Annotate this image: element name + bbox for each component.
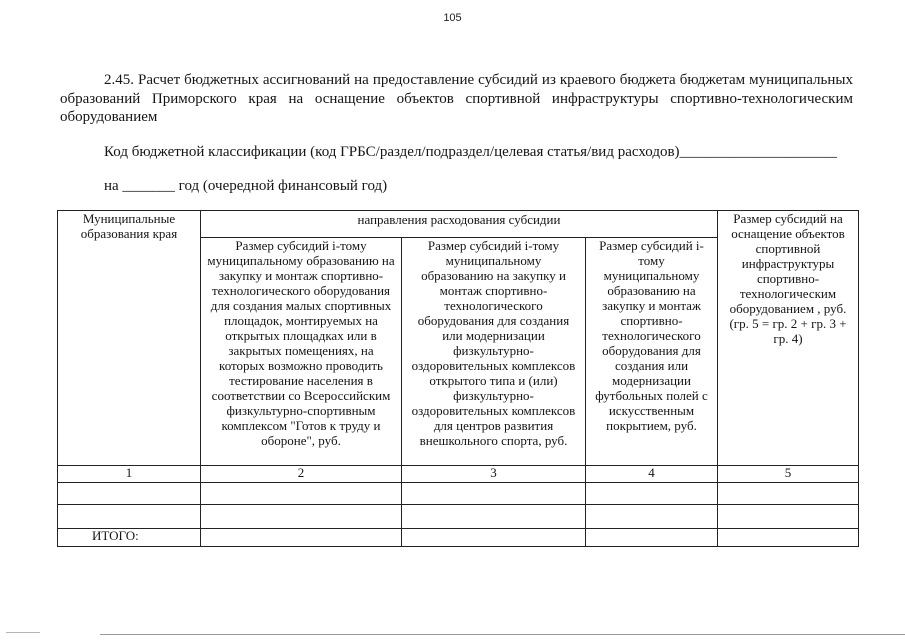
table-header-row: [58, 211, 859, 238]
table-cell: [718, 505, 859, 529]
header-total-subsidy-size: Размер субсидий на оснащение объектов спортивной инфраструктуры спортивно-технологическим оборудованием , руб. (гр. 5 = гр. 2 + гр. 3 + гр. 4): [718, 211, 859, 466]
header-expenditure-directions: направления расходования субсидии: [201, 211, 718, 238]
table-cell: [58, 483, 201, 505]
table-cell: [718, 529, 859, 547]
total-label: ИТОГО:: [58, 529, 201, 547]
subheader-small-sports-grounds: Размер субсидий i-тому муниципальному образованию на закупку и монтаж спортивно-технологического оборудования для создания малых спортивных площадок, монтируемых на открытых площадках или в закрытых помещениях, на которых возможно проводить тестирование населения в соответствии со Всероссийским физкультурно-спортивным комплексом "Готов к труду и обороне", руб.: [201, 238, 402, 466]
page-number: 105: [443, 12, 462, 24]
scan-artifact-line: [100, 634, 905, 635]
subheader-football-fields: Размер субсидий i-тому муниципальному образованию на закупку и монтаж спортивно-технологического оборудования для создания или модернизации футбольных полей с искусственным покрытием, руб.: [586, 238, 718, 466]
column-number: 4: [586, 466, 718, 483]
column-number-row: [58, 466, 859, 483]
table-cell: [402, 483, 586, 505]
table-cell: [58, 505, 201, 529]
subsidy-calculation-table: [57, 210, 859, 547]
column-number: 5: [718, 466, 859, 483]
scan-artifact-mark: [6, 632, 40, 633]
table-cell: [718, 483, 859, 505]
table-cell: [402, 505, 586, 529]
table-cell: [586, 529, 718, 547]
table-cell: [586, 505, 718, 529]
table-row: [58, 505, 859, 529]
header-municipalities: Муниципальные образования края: [58, 211, 201, 466]
table-cell: [201, 483, 402, 505]
table-cell: [586, 483, 718, 505]
table-row: [58, 483, 859, 505]
table-cell: [201, 529, 402, 547]
column-number: 2: [201, 466, 402, 483]
budget-classification-line: Код бюджетной классификации (код ГРБС/раздел/подраздел/целевая статья/вид расходов)_____________________: [104, 144, 838, 160]
table-cell: [201, 505, 402, 529]
table-cell: [402, 529, 586, 547]
subheader-fitness-complexes: Размер субсидий i-тому муниципальному образованию на закупку и монтаж спортивно-технологического оборудования для создания или модернизации физкультурно-оздоровительных комплексов открытого типа и (или) физкультурно-оздоровительных комплексов для центров развития внешкольного спорта, руб.: [402, 238, 586, 466]
column-number: 3: [402, 466, 586, 483]
section-heading: 2.45. Расчет бюджетных ассигнований на предоставление субсидий из краевого бюджета бюджетам муниципальных образований Приморского края на оснащение объектов спортивной инфраструктуры спортивно-технологическим оборудованием: [60, 72, 853, 125]
fiscal-year-line: на _______ год (очередной финансовый год): [104, 178, 388, 194]
total-row: [58, 529, 859, 547]
column-number: 1: [58, 466, 201, 483]
